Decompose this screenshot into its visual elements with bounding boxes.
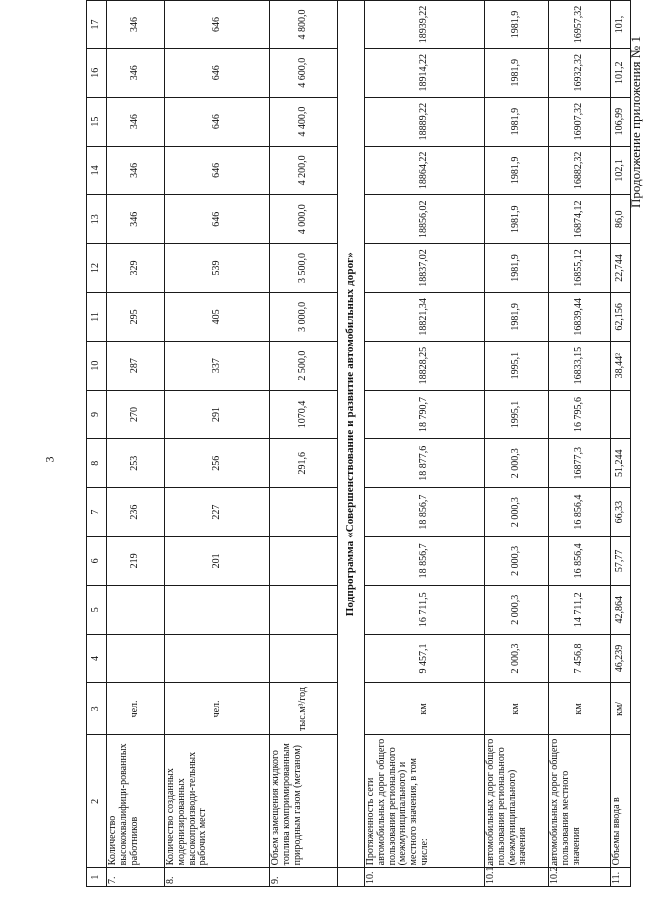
value-cell: 102,1 bbox=[611, 146, 631, 195]
value-cell bbox=[270, 488, 338, 537]
value-cell: 16833,15 bbox=[549, 341, 611, 390]
value-cell: 14 711,2 bbox=[549, 585, 611, 634]
value-cell: 270 bbox=[107, 390, 165, 439]
value-cell: 18 856,7 bbox=[365, 537, 485, 586]
unit-cell: чел. bbox=[107, 683, 165, 735]
value-cell: 256 bbox=[165, 439, 270, 488]
row-number: 10. bbox=[365, 868, 485, 887]
value-cell: 16855,12 bbox=[549, 244, 611, 293]
value-cell bbox=[270, 634, 338, 683]
value-cell: 291,6 bbox=[270, 439, 338, 488]
column-header: 16 bbox=[87, 48, 107, 97]
value-cell: 16 856,4 bbox=[549, 537, 611, 586]
value-cell: 16907,32 bbox=[549, 97, 611, 146]
table-row bbox=[485, 1, 549, 887]
value-cell: 287 bbox=[107, 341, 165, 390]
empty-cell bbox=[338, 868, 365, 887]
value-cell: 62,156 bbox=[611, 292, 631, 341]
value-cell: 346 bbox=[107, 97, 165, 146]
value-cell: 57,77 bbox=[611, 537, 631, 586]
value-cell: 18821,34 bbox=[365, 292, 485, 341]
indicator-name: Объемы ввода в bbox=[611, 735, 631, 868]
value-cell: 106,99 bbox=[611, 97, 631, 146]
value-cell: 1981,9 bbox=[485, 244, 549, 293]
table-row bbox=[549, 1, 611, 887]
value-cell: 539 bbox=[165, 244, 270, 293]
value-cell: 16882,32 bbox=[549, 146, 611, 195]
column-header: 2 bbox=[87, 735, 107, 868]
value-cell: 16 795,6 bbox=[549, 390, 611, 439]
column-header: 1 bbox=[87, 868, 107, 887]
value-cell: 295 bbox=[107, 292, 165, 341]
value-cell: 16957,32 bbox=[549, 1, 611, 49]
value-cell: 2 000,3 bbox=[485, 537, 549, 586]
column-header: 8 bbox=[87, 439, 107, 488]
value-cell: 18939,22 bbox=[365, 1, 485, 49]
indicator-table bbox=[86, 0, 631, 887]
unit-cell: км bbox=[485, 683, 549, 735]
column-header: 9 bbox=[87, 390, 107, 439]
value-cell: 1981,9 bbox=[485, 1, 549, 49]
value-cell: 18828,25 bbox=[365, 341, 485, 390]
value-cell: 16 856,4 bbox=[549, 488, 611, 537]
value-cell: 2 000,3 bbox=[485, 488, 549, 537]
header-row bbox=[87, 1, 107, 887]
table-row bbox=[270, 1, 338, 887]
value-cell: 1981,9 bbox=[485, 48, 549, 97]
value-cell: 3 500,0 bbox=[270, 244, 338, 293]
value-cell: 18837,02 bbox=[365, 244, 485, 293]
value-cell bbox=[165, 634, 270, 683]
value-cell: 101, bbox=[611, 1, 631, 49]
unit-cell: чел. bbox=[165, 683, 270, 735]
value-cell: 346 bbox=[107, 146, 165, 195]
value-cell: 2 000,3 bbox=[485, 585, 549, 634]
value-cell: 66,33 bbox=[611, 488, 631, 537]
value-cell: 329 bbox=[107, 244, 165, 293]
column-header: 7 bbox=[87, 488, 107, 537]
value-cell bbox=[165, 585, 270, 634]
value-cell: 291 bbox=[165, 390, 270, 439]
value-cell: 646 bbox=[165, 195, 270, 244]
column-header: 14 bbox=[87, 146, 107, 195]
value-cell: 646 bbox=[165, 1, 270, 49]
value-cell: 4 800,0 bbox=[270, 1, 338, 49]
column-header: 13 bbox=[87, 195, 107, 244]
value-cell: 101,2 bbox=[611, 48, 631, 97]
value-cell: 1995,1 bbox=[485, 341, 549, 390]
indicator-name: Количество высококвалифици-рованных работников bbox=[107, 735, 165, 868]
value-cell: 227 bbox=[165, 488, 270, 537]
indicator-name: Количество созданных модернизированных высокопроизводи-тельных рабочих мест bbox=[165, 735, 270, 868]
value-cell bbox=[270, 585, 338, 634]
value-cell: 18 790,7 bbox=[365, 390, 485, 439]
indicator-name: Протяженность сети автомобильных дорог общего пользования регионального (межмуниципального) и местного значения, в том числе: bbox=[365, 735, 485, 868]
column-header: 10 bbox=[87, 341, 107, 390]
value-cell: 1981,9 bbox=[485, 146, 549, 195]
value-cell: 1981,9 bbox=[485, 195, 549, 244]
value-cell: 42,864 bbox=[611, 585, 631, 634]
value-cell: 38,44² bbox=[611, 341, 631, 390]
value-cell: 86,0 bbox=[611, 195, 631, 244]
value-cell: 405 bbox=[165, 292, 270, 341]
value-cell: 18914,22 bbox=[365, 48, 485, 97]
value-cell: 46,239 bbox=[611, 634, 631, 683]
value-cell bbox=[107, 585, 165, 634]
value-cell: 16 711,5 bbox=[365, 585, 485, 634]
value-cell: 18889,22 bbox=[365, 97, 485, 146]
unit-cell: км bbox=[365, 683, 485, 735]
value-cell: 16839,44 bbox=[549, 292, 611, 341]
value-cell: 7 456,8 bbox=[549, 634, 611, 683]
value-cell: 16877,3 bbox=[549, 439, 611, 488]
value-cell: 646 bbox=[165, 97, 270, 146]
row-number: 9. bbox=[270, 868, 338, 887]
value-cell: 337 bbox=[165, 341, 270, 390]
row-number: 11. bbox=[611, 868, 631, 887]
value-cell: 646 bbox=[165, 146, 270, 195]
continuation-label: Продолжение приложения № 1 bbox=[628, 36, 643, 208]
value-cell: 18 877,6 bbox=[365, 439, 485, 488]
indicator-name: автомобильных дорог общего пользования регионального (межмуниципального) значения bbox=[485, 735, 549, 868]
value-cell: 18 856,7 bbox=[365, 488, 485, 537]
unit-cell: км/ bbox=[611, 683, 631, 735]
row-number: 10.2. bbox=[549, 868, 611, 887]
value-cell: 1981,9 bbox=[485, 97, 549, 146]
value-cell: 346 bbox=[107, 1, 165, 49]
value-cell: 22,744 bbox=[611, 244, 631, 293]
value-cell bbox=[270, 537, 338, 586]
value-cell: 253 bbox=[107, 439, 165, 488]
column-header: 12 bbox=[87, 244, 107, 293]
value-cell bbox=[107, 634, 165, 683]
value-cell: 236 bbox=[107, 488, 165, 537]
table-row bbox=[611, 1, 631, 887]
value-cell: 346 bbox=[107, 48, 165, 97]
row-number: 8. bbox=[165, 868, 270, 887]
value-cell: 9 457,1 bbox=[365, 634, 485, 683]
rotated-table-wrapper bbox=[86, 0, 626, 905]
value-cell: 1995,1 bbox=[485, 390, 549, 439]
column-header: 5 bbox=[87, 585, 107, 634]
value-cell: 4 400,0 bbox=[270, 97, 338, 146]
column-header: 17 bbox=[87, 1, 107, 49]
value-cell: 201 bbox=[165, 537, 270, 586]
value-cell: 18856,02 bbox=[365, 195, 485, 244]
table-row bbox=[107, 1, 165, 887]
value-cell: 2 000,3 bbox=[485, 439, 549, 488]
unit-cell: км bbox=[549, 683, 611, 735]
value-cell: 346 bbox=[107, 195, 165, 244]
value-cell: 4 000,0 bbox=[270, 195, 338, 244]
row-number: 10.1. bbox=[485, 868, 549, 887]
column-header: 4 bbox=[87, 634, 107, 683]
value-cell bbox=[611, 390, 631, 439]
row-number: 7. bbox=[107, 868, 165, 887]
page-number: 3 bbox=[42, 456, 57, 463]
section-row bbox=[338, 1, 365, 887]
indicator-name: Объем замещения жидкого топлива компримированным природным газом (метаном) bbox=[270, 735, 338, 868]
value-cell: 2 500,0 bbox=[270, 341, 338, 390]
value-cell: 16932,32 bbox=[549, 48, 611, 97]
table-row bbox=[365, 1, 485, 887]
value-cell: 3 000,0 bbox=[270, 292, 338, 341]
unit-cell: тыс.м³/год bbox=[270, 683, 338, 735]
value-cell: 4 600,0 bbox=[270, 48, 338, 97]
value-cell: 1981,9 bbox=[485, 292, 549, 341]
value-cell: 51,244 bbox=[611, 439, 631, 488]
value-cell: 16874,12 bbox=[549, 195, 611, 244]
section-title: Подпрограмма «Совершенствование и развитие автомобильных дорог» bbox=[338, 1, 365, 868]
column-header: 11 bbox=[87, 292, 107, 341]
value-cell: 1070,4 bbox=[270, 390, 338, 439]
column-header: 6 bbox=[87, 537, 107, 586]
column-header: 3 bbox=[87, 683, 107, 735]
column-header: 15 bbox=[87, 97, 107, 146]
table-row bbox=[165, 1, 270, 887]
value-cell: 646 bbox=[165, 48, 270, 97]
value-cell: 4 200,0 bbox=[270, 146, 338, 195]
value-cell: 2 000,3 bbox=[485, 634, 549, 683]
value-cell: 219 bbox=[107, 537, 165, 586]
value-cell: 18864,22 bbox=[365, 146, 485, 195]
indicator-name: автомобильных дорог общего пользования местного значения bbox=[549, 735, 611, 868]
